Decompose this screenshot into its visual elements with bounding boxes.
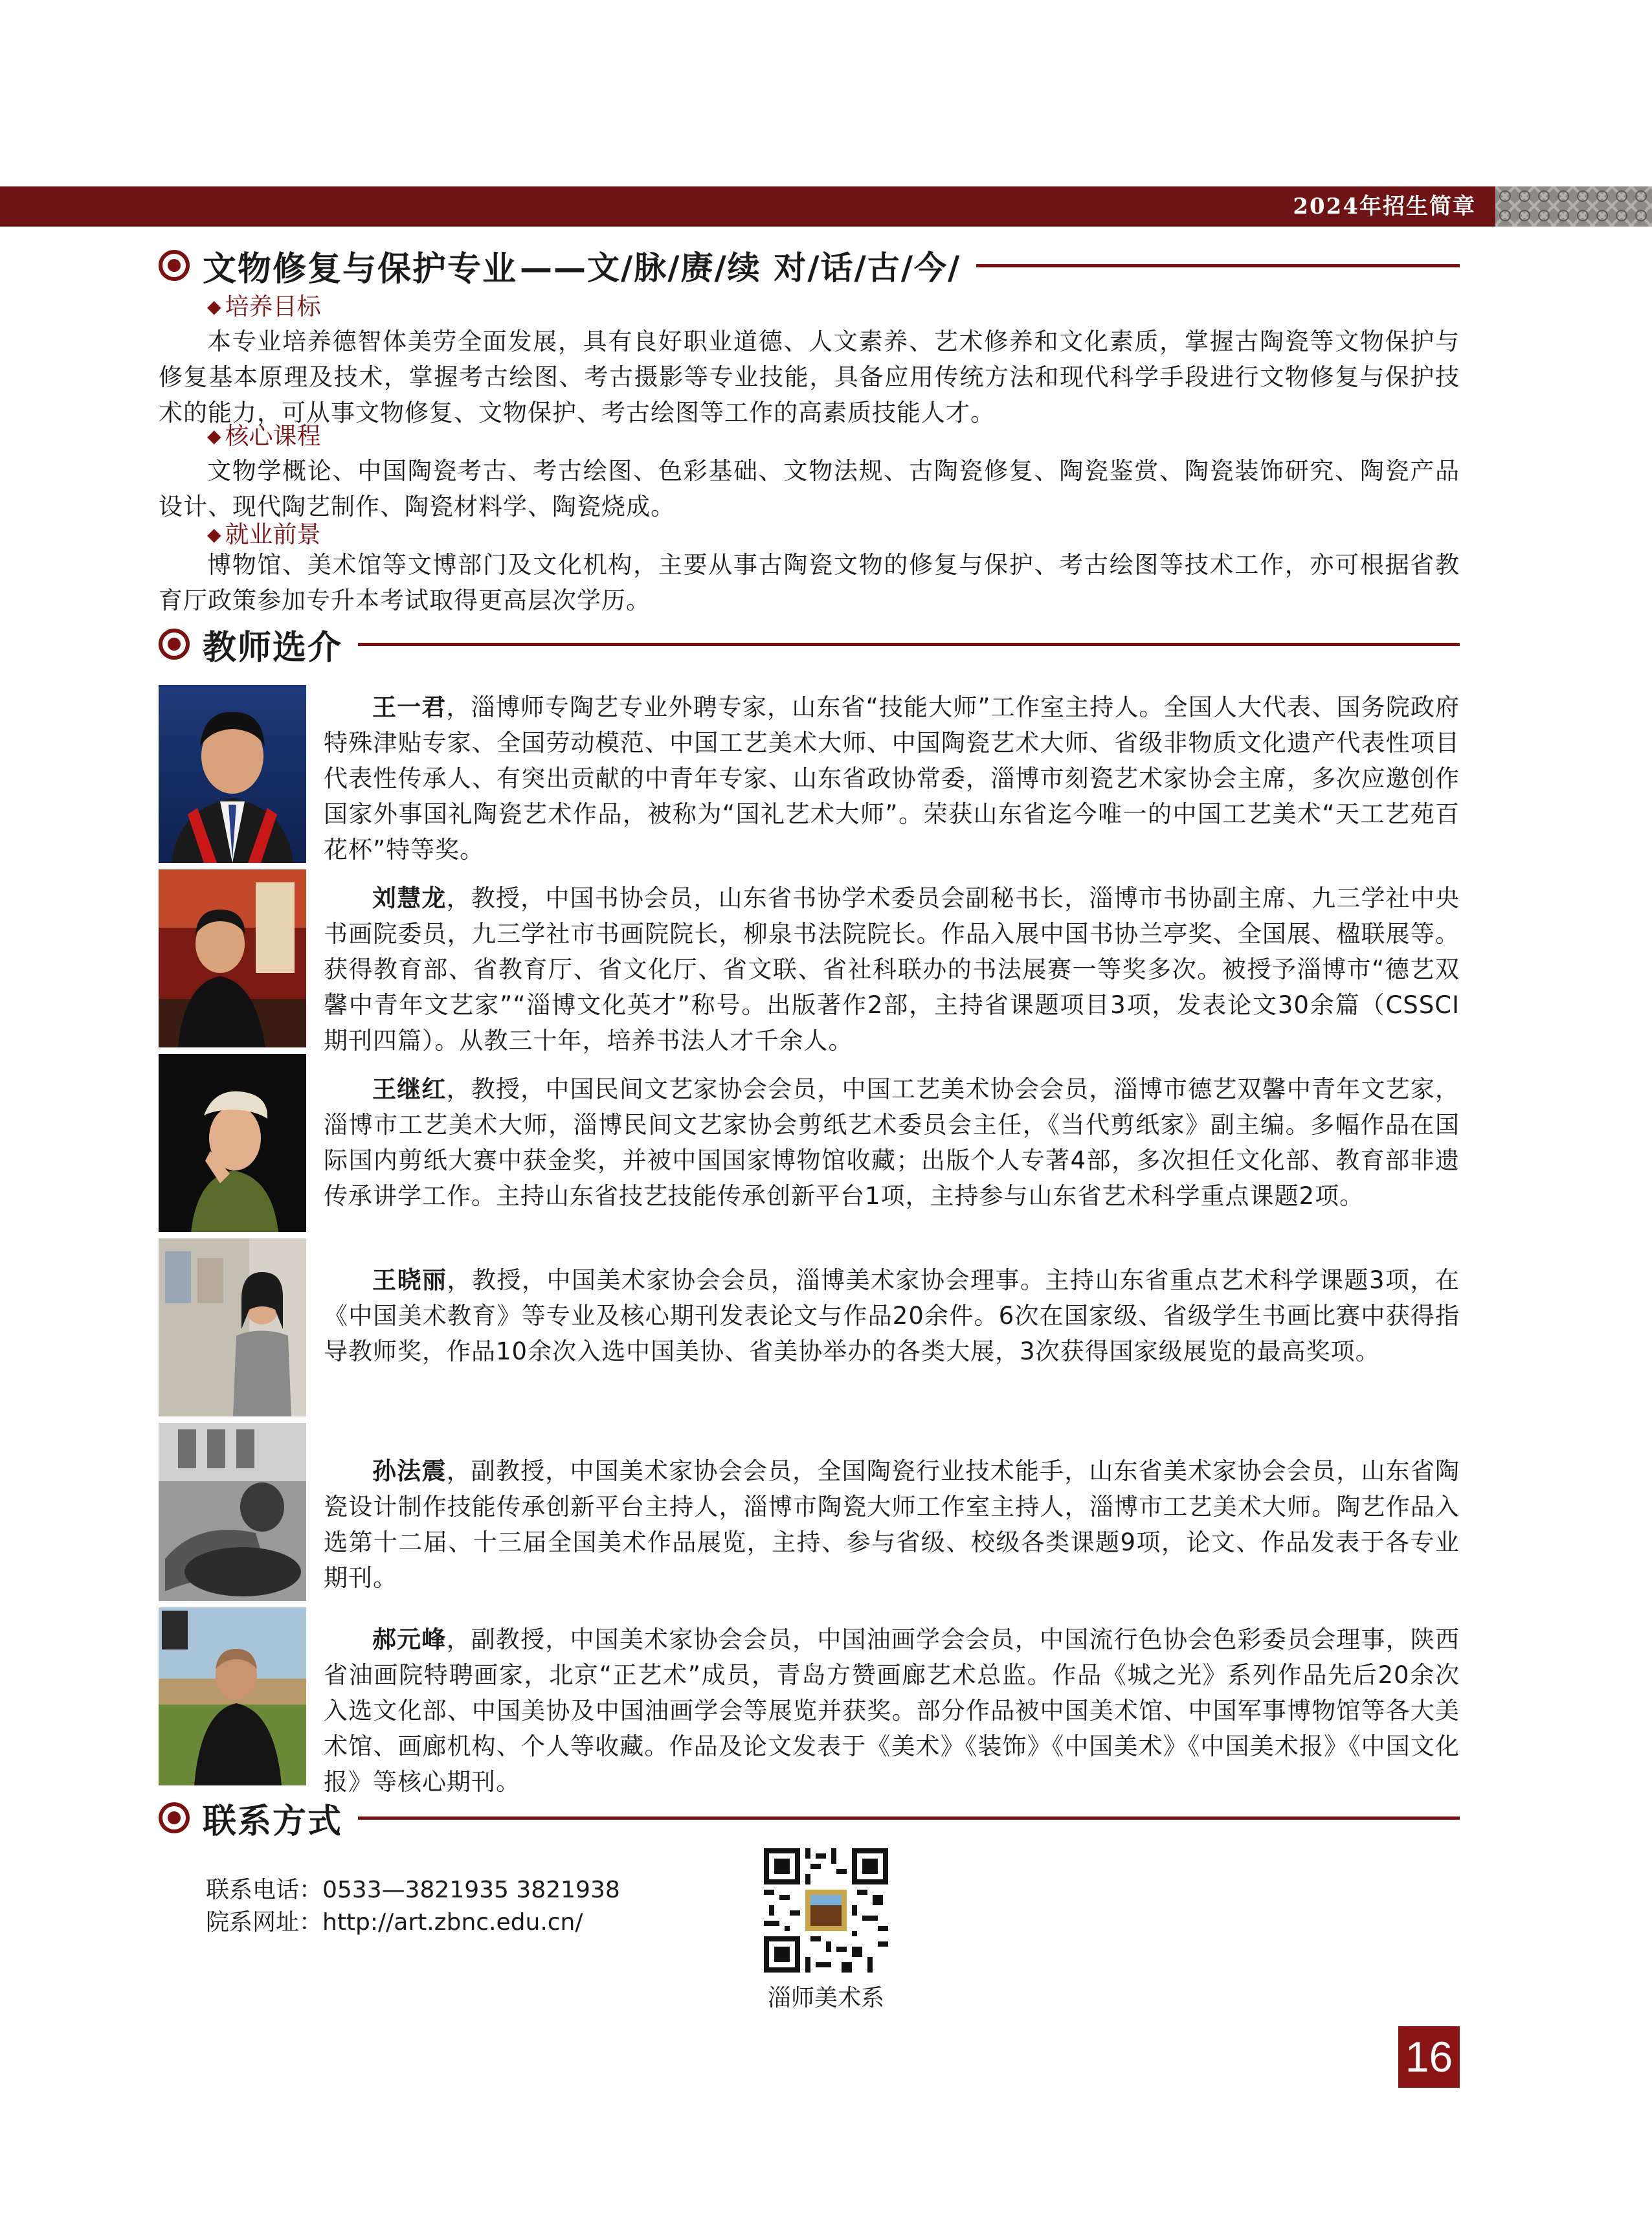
teacher-name: 王晓丽 <box>372 1266 447 1294</box>
teacher-bio: 王继红，教授，中国民间文艺家协会会员，中国工艺美术协会会员，淄博市德艺双馨中青年文艺家，淄博市工艺美术大师，淄博民间文艺家协会剪纸艺术委员会主任，《当代剪纸家》副主编。多幅作品在国际国内剪纸大赛中获金奖，并被中国国家博物馆收藏；出版个人专著4部，多次担任文化部、教育部非遗传承讲学工作。主持山东省技艺技能传承创新平台1项，主持参与山东省艺术科学重点课题2项。 <box>324 1075 1460 1210</box>
courses-text: 文物学概论、中国陶瓷考古、考古绘图、色彩基础、文物法规、古陶瓷修复、陶瓷鉴赏、陶瓷装饰研究、陶瓷产品设计、现代陶艺制作、陶瓷材料学、陶瓷烧成。 <box>159 457 1460 520</box>
header-title: 2024年招生简章 <box>1293 194 1476 219</box>
teacher-name: 王继红 <box>372 1075 447 1103</box>
goal-heading: ◆ 培养目标 <box>207 293 321 320</box>
qr-code-icon <box>764 1848 888 1973</box>
contact-phone: 联系电话：0533—3821935 3821938 <box>206 1877 620 1903</box>
diamond-icon: ◆ <box>207 425 221 447</box>
section-heading: 教师选介 <box>203 628 343 667</box>
teacher-name: 郝元峰 <box>372 1626 447 1653</box>
circle-bullet-icon <box>159 1802 190 1833</box>
section-divider <box>358 1817 1460 1820</box>
goal-text: 本专业培养德智体美劳全面发展，具有良好职业道德、人文素养、艺术修养和文化素质，掌握古陶瓷等文物保护与修复基本原理及技术，掌握考古绘图、考古摄影等专业技能，具备应用传统方法和现代科学手段进行文物修复与保护技术的能力，可从事文物修复、文物保护、考古绘图等工作的高素质技能人才。 <box>159 328 1460 427</box>
diamond-icon: ◆ <box>207 296 221 317</box>
career-text: 博物馆、美术馆等文博部门及文化机构，主要从事古陶瓷文物的修复与保护、考古绘图等技术工作，亦可根据省教育厅政策参加专升本考试取得更高层次学历。 <box>159 551 1460 614</box>
section-heading: 联系方式 <box>203 1802 343 1841</box>
teacher-bio: 刘慧龙，教授，中国书协会员，山东省书协学术委员会副秘书长，淄博市书协副主席、九三学社中央书画院委员，九三学社市书画院院长，柳泉书法院院长。作品入展中国书协兰亭奖、全国展、楹联展等。获得教育部、省教育厅、省文化厅、省文联、省社科联办的书法展赛一等奖多次。被授予淄博市“德艺双馨中青年文艺家”“淄博文化英才”称号。出版著作2部，主持省课题项目3项，发表论文30余篇（CSSCI期刊四篇）。从教三十年，培养书法人才千余人。 <box>324 884 1460 1055</box>
teacher-photo <box>159 1054 306 1232</box>
header-bar <box>0 186 1495 227</box>
section-teachers-title <box>159 618 1460 670</box>
courses-heading: ◆ 核心课程 <box>207 422 321 450</box>
contact-website[interactable]: 院系网址：http://art.zbnc.edu.cn/ <box>206 1909 583 1936</box>
section-heading: 文物修复与保护专业 <box>203 249 518 289</box>
teacher-bio: 王晓丽，教授，中国美术家协会会员，淄博美术家协会理事。主持山东省重点艺术科学课题3项，在《中国美术教育》等专业及核心期刊发表论文与作品20余件。6次在国家级、省级学生书画比赛中获得指导教师奖，作品10余次入选中国美协、省美协举办的各类大展，3次获得国家级展览的最高奖项。 <box>324 1266 1460 1365</box>
teacher-name: 孙法震 <box>372 1457 447 1485</box>
teacher-name: 刘慧龙 <box>372 884 447 912</box>
teacher-bio: 郝元峰，副教授，中国美术家协会会员，中国油画学会会员，中国流行色协会色彩委员会理事，陕西省油画院特聘画家，北京“正艺术”成员，青岛方赞画廊艺术总监。作品《城之光》系列作品先后20余次入选文化部、中国美协及中国油画学会等展览并获奖。部分作品被中国美术馆、中国军事博物馆等各大美术馆、画廊机构、个人等收藏。作品及论文发表于《美术》《装饰》《中国美术》《中国美术报》《中国文化报》等核心期刊。 <box>324 1626 1460 1796</box>
teacher-photo <box>159 685 306 863</box>
teacher-photo <box>159 1423 306 1601</box>
section-subtitle: ——文/脉/赓/续 对/话/古/今/ <box>520 249 961 287</box>
section-major-title <box>159 240 1460 291</box>
section-divider <box>358 643 1460 646</box>
teacher-bio: 孙法震，副教授，中国美术家协会会员，全国陶瓷行业技术能手，山东省美术家协会会员，山东省陶瓷设计制作技能传承创新平台主持人，淄博市陶瓷大师工作室主持人，淄博市工艺美术大师。陶艺作品入选第十二届、十三届全国美术作品展览，主持、参与省级、校级各类课题9项，论文、作品发表于各专业期刊。 <box>324 1457 1460 1592</box>
teacher-photo <box>159 869 306 1047</box>
circle-bullet-icon <box>159 629 190 660</box>
page-number: 16 <box>1398 2026 1460 2088</box>
section-contact-title <box>159 1792 1460 1844</box>
circle-bullet-icon <box>159 250 190 281</box>
teacher-photo <box>159 1607 306 1785</box>
header-pattern <box>1495 186 1652 227</box>
teacher-photo <box>159 1238 306 1416</box>
diamond-icon: ◆ <box>207 524 221 545</box>
section-divider <box>976 264 1460 267</box>
teacher-bio: 王一君，淄博师专陶艺专业外聘专家，山东省“技能大师”工作室主持人。全国人大代表、国务院政府特殊津贴专家、全国劳动模范、中国工艺美术大师、中国陶瓷艺术大师、省级非物质文化遗产代表性项目代表性传承人、有突出贡献的中青年专家、山东省政协常委，淄博市刻瓷艺术家协会主席，多次应邀创作国家外事国礼陶瓷艺术作品，被称为“国礼艺术大师”。荣获山东省迄今唯一的中国工艺美术“天工艺苑百花杯”特等奖。 <box>324 693 1460 864</box>
teacher-name: 王一君 <box>372 693 447 721</box>
qr-caption: 淄师美术系 <box>767 1985 884 2011</box>
career-heading: ◆ 就业前景 <box>207 520 321 548</box>
